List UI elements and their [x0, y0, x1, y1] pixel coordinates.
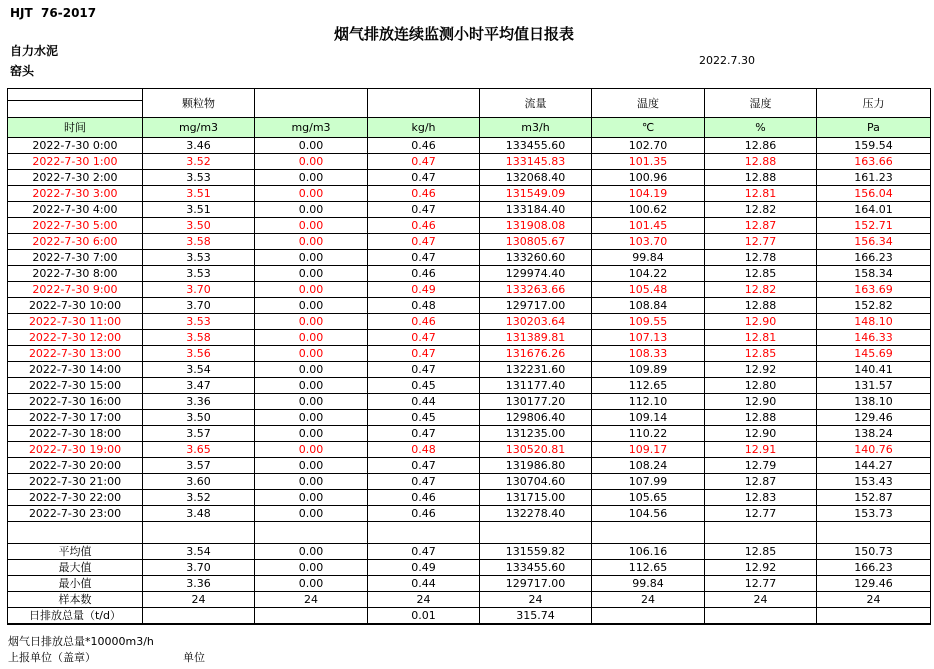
cell-value: 140.76 [817, 442, 931, 458]
hourly-row [8, 474, 931, 490]
cell-value: 0.44 [368, 394, 480, 410]
cell-value: 108.24 [592, 458, 705, 474]
cell-value: 144.27 [817, 458, 931, 474]
cell-value: 0.48 [368, 298, 480, 314]
cell-value: 0.46 [368, 266, 480, 282]
hourly-row [8, 170, 931, 186]
row-time: 2022-7-30 11:00 [8, 314, 143, 330]
cell-value: 0.46 [368, 490, 480, 506]
row-time: 2022-7-30 12:00 [8, 330, 143, 346]
cell-value: 0.00 [255, 506, 368, 522]
cell-value: 0.00 [255, 362, 368, 378]
cell-value: 12.88 [705, 170, 817, 186]
cell-value: 133260.60 [480, 250, 592, 266]
cell-value: 129806.40 [480, 410, 592, 426]
column-group-humidity: 湿度 [705, 89, 817, 118]
row-time: 2022-7-30 23:00 [8, 506, 143, 522]
cell-value: 132231.60 [480, 362, 592, 378]
cell-value: 3.57 [143, 426, 255, 442]
cell-value: 99.84 [592, 250, 705, 266]
hourly-row [8, 218, 931, 234]
summary-row [8, 576, 931, 592]
cell-value: 108.84 [592, 298, 705, 314]
cell-value: 0.00 [255, 298, 368, 314]
cell-value: 3.70 [143, 298, 255, 314]
cell-value: 24 [705, 592, 817, 608]
cell-value: 3.65 [143, 442, 255, 458]
cell-value: 0.47 [368, 544, 480, 560]
unit-m3h: m3/h [480, 118, 592, 138]
hourly-row [8, 314, 931, 330]
cell-value: 0.00 [255, 576, 368, 592]
summary-row [8, 560, 931, 576]
cell-value: 12.81 [705, 186, 817, 202]
cell-value [255, 608, 368, 625]
hourly-row [8, 378, 931, 394]
cell-value: 156.04 [817, 186, 931, 202]
cell-value: 0.47 [368, 458, 480, 474]
cell-value: 3.53 [143, 314, 255, 330]
cell-value: 12.90 [705, 314, 817, 330]
cell-value: 164.01 [817, 202, 931, 218]
cell-value: 0.00 [255, 186, 368, 202]
cell-value: 0.46 [368, 314, 480, 330]
cell-value: 153.73 [817, 506, 931, 522]
cell-value: 0.45 [368, 410, 480, 426]
cell-value [592, 608, 705, 625]
cell-value: 146.33 [817, 330, 931, 346]
cell-value: 12.81 [705, 330, 817, 346]
row-time: 2022-7-30 16:00 [8, 394, 143, 410]
cell-value: 131389.81 [480, 330, 592, 346]
total-emission-footnote: 烟气日排放总量*10000m3/h [8, 635, 154, 648]
cell-value: 24 [368, 592, 480, 608]
hourly-row [8, 362, 931, 378]
cell-value: 0.44 [368, 576, 480, 592]
cell-value: 3.60 [143, 474, 255, 490]
cell-value: 130177.20 [480, 394, 592, 410]
cell-value: 0.00 [255, 282, 368, 298]
column-group-2 [255, 89, 368, 118]
hourly-row [8, 298, 931, 314]
row-time: 2022-7-30 17:00 [8, 410, 143, 426]
cell-value: 131177.40 [480, 378, 592, 394]
cell-value: 24 [255, 592, 368, 608]
cell-value: 131908.08 [480, 218, 592, 234]
row-time: 2022-7-30 5:00 [8, 218, 143, 234]
cell-value: 0.47 [368, 154, 480, 170]
cell-value: 3.54 [143, 362, 255, 378]
cell-value: 0.00 [255, 266, 368, 282]
cell-value: 103.70 [592, 234, 705, 250]
cell-value: 131559.82 [480, 544, 592, 560]
cell-value: 12.85 [705, 346, 817, 362]
column-group-temperature: 温度 [592, 89, 705, 118]
cell-value: 0.47 [368, 234, 480, 250]
cell-value: 109.17 [592, 442, 705, 458]
column-group-flow: 流量 [480, 89, 592, 118]
row-time: 2022-7-30 22:00 [8, 490, 143, 506]
hourly-row [8, 346, 931, 362]
cell-value: 0.00 [255, 394, 368, 410]
cell-value: 152.82 [817, 298, 931, 314]
cell-value: 166.23 [817, 560, 931, 576]
cell-value: 3.36 [143, 394, 255, 410]
cell-value: 12.79 [705, 458, 817, 474]
cell-value: 0.47 [368, 474, 480, 490]
cell-value: 107.13 [592, 330, 705, 346]
cell-value: 3.70 [143, 560, 255, 576]
hourly-row [8, 250, 931, 266]
cell-value: 130704.60 [480, 474, 592, 490]
cell-value: 150.73 [817, 544, 931, 560]
cell-value: 12.92 [705, 362, 817, 378]
hourly-row [8, 490, 931, 506]
cell-value: 3.52 [143, 490, 255, 506]
cell-value: 3.58 [143, 330, 255, 346]
cell-value: 12.92 [705, 560, 817, 576]
cell-value: 3.58 [143, 234, 255, 250]
cell-value: 0.00 [255, 138, 368, 154]
row-time: 2022-7-30 18:00 [8, 426, 143, 442]
cell-value: 12.90 [705, 394, 817, 410]
cell-value: 105.48 [592, 282, 705, 298]
cell-value: 109.14 [592, 410, 705, 426]
row-time: 2022-7-30 9:00 [8, 282, 143, 298]
company-name: 自力水泥 [10, 44, 59, 58]
row-time: 2022-7-30 14:00 [8, 362, 143, 378]
summary-label: 日排放总量（t/d） [8, 608, 143, 625]
cell-value: 148.10 [817, 314, 931, 330]
cell-value: 24 [143, 592, 255, 608]
cell-value: 100.62 [592, 202, 705, 218]
cell-value: 156.34 [817, 234, 931, 250]
cell-value: 0.00 [255, 250, 368, 266]
cell-value: 131549.09 [480, 186, 592, 202]
cell-value: 104.22 [592, 266, 705, 282]
cell-value: 138.24 [817, 426, 931, 442]
cell-value: 3.36 [143, 576, 255, 592]
cell-value: 12.77 [705, 576, 817, 592]
cell-value: 0.00 [255, 474, 368, 490]
cell-value: 0.01 [368, 608, 480, 625]
cell-value: 153.43 [817, 474, 931, 490]
cell-value: 0.47 [368, 346, 480, 362]
hourly-row [8, 506, 931, 522]
time-column-header: 时间 [8, 118, 143, 138]
cell-value: 105.65 [592, 490, 705, 506]
row-time: 2022-7-30 8:00 [8, 266, 143, 282]
summary-label: 平均值 [8, 544, 143, 560]
hourly-row [8, 282, 931, 298]
cell-value: 0.46 [368, 138, 480, 154]
summary-row [8, 592, 931, 608]
row-time: 2022-7-30 6:00 [8, 234, 143, 250]
cell-value: 112.65 [592, 378, 705, 394]
cell-value: 161.23 [817, 170, 931, 186]
cell-value: 3.53 [143, 266, 255, 282]
unit-celsius: ℃ [592, 118, 705, 138]
cell-value: 0.00 [255, 330, 368, 346]
cell-value: 12.85 [705, 544, 817, 560]
cell-value [143, 608, 255, 625]
row-time: 2022-7-30 19:00 [8, 442, 143, 458]
hourly-row [8, 426, 931, 442]
group-header-row [8, 89, 931, 101]
unit-percent: % [705, 118, 817, 138]
column-group-3 [368, 89, 480, 118]
row-time: 2022-7-30 10:00 [8, 298, 143, 314]
cell-value: 3.47 [143, 378, 255, 394]
row-time: 2022-7-30 15:00 [8, 378, 143, 394]
cell-value: 0.46 [368, 218, 480, 234]
unit-mgm3-1: mg/m3 [143, 118, 255, 138]
cell-value: 3.56 [143, 346, 255, 362]
cell-value: 109.55 [592, 314, 705, 330]
cell-value: 107.99 [592, 474, 705, 490]
cell-value: 0.00 [255, 154, 368, 170]
cell-value: 0.00 [255, 458, 368, 474]
cell-value: 12.87 [705, 474, 817, 490]
monitor-point-name: 窑头 [10, 64, 35, 78]
cell-value: 131235.00 [480, 426, 592, 442]
hourly-row [8, 202, 931, 218]
cell-value: 129717.00 [480, 298, 592, 314]
cell-value: 0.49 [368, 560, 480, 576]
cell-value: 101.35 [592, 154, 705, 170]
cell-value: 3.53 [143, 250, 255, 266]
cell-value: 3.50 [143, 218, 255, 234]
cell-value: 0.49 [368, 282, 480, 298]
cell-value: 0.47 [368, 170, 480, 186]
cell-value: 0.00 [255, 314, 368, 330]
spacer-row [8, 522, 931, 544]
row-time: 2022-7-30 7:00 [8, 250, 143, 266]
hourly-row [8, 186, 931, 202]
cell-value: 12.82 [705, 282, 817, 298]
cell-value: 3.57 [143, 458, 255, 474]
table-body [8, 89, 931, 625]
cell-value: 12.78 [705, 250, 817, 266]
hourly-row [8, 234, 931, 250]
cell-value: 3.54 [143, 544, 255, 560]
cell-value: 12.86 [705, 138, 817, 154]
cell-value: 106.16 [592, 544, 705, 560]
cell-value: 108.33 [592, 346, 705, 362]
cell-value: 112.10 [592, 394, 705, 410]
units-row [8, 118, 931, 138]
cell-value: 0.48 [368, 442, 480, 458]
cell-value: 133455.60 [480, 138, 592, 154]
reporting-unit-label: 上报单位（盖章） [8, 651, 96, 664]
row-time: 2022-7-30 1:00 [8, 154, 143, 170]
cell-value: 132068.40 [480, 170, 592, 186]
cell-value: 101.45 [592, 218, 705, 234]
summary-row [8, 608, 931, 625]
cell-value: 159.54 [817, 138, 931, 154]
unit-mgm3-2: mg/m3 [255, 118, 368, 138]
cell-value: 133263.66 [480, 282, 592, 298]
cell-value: 133455.60 [480, 560, 592, 576]
cell-value: 315.74 [480, 608, 592, 625]
cell-value: 0.47 [368, 330, 480, 346]
cell-value: 152.71 [817, 218, 931, 234]
cell-value: 0.00 [255, 170, 368, 186]
cell-value: 12.87 [705, 218, 817, 234]
cell-value: 24 [817, 592, 931, 608]
cell-value: 158.34 [817, 266, 931, 282]
cell-value: 12.90 [705, 426, 817, 442]
cell-value: 0.00 [255, 560, 368, 576]
cell-value: 129974.40 [480, 266, 592, 282]
cell-value: 138.10 [817, 394, 931, 410]
cell-value [705, 608, 817, 625]
hourly-row [8, 394, 931, 410]
standard-code: HJT 76-2017 [10, 6, 97, 20]
cell-value: 12.91 [705, 442, 817, 458]
cell-value: 0.00 [255, 378, 368, 394]
cell-value: 0.00 [255, 234, 368, 250]
cell-value: 131.57 [817, 378, 931, 394]
cell-value: 0.47 [368, 362, 480, 378]
cell-value: 0.47 [368, 250, 480, 266]
cell-value: 0.00 [255, 410, 368, 426]
cell-value: 0.47 [368, 426, 480, 442]
unit-pa: Pa [817, 118, 931, 138]
row-time: 2022-7-30 21:00 [8, 474, 143, 490]
cell-value: 166.23 [817, 250, 931, 266]
cell-value: 3.53 [143, 170, 255, 186]
time-header-bottom-cell [8, 101, 143, 118]
column-group-pressure: 压力 [817, 89, 931, 118]
cell-value: 0.45 [368, 378, 480, 394]
cell-value: 104.56 [592, 506, 705, 522]
cell-value [817, 608, 931, 625]
row-time: 2022-7-30 0:00 [8, 138, 143, 154]
cell-value: 0.00 [255, 544, 368, 560]
hourly-row [8, 458, 931, 474]
row-time: 2022-7-30 3:00 [8, 186, 143, 202]
hourly-row [8, 266, 931, 282]
cell-value: 99.84 [592, 576, 705, 592]
cell-value: 112.65 [592, 560, 705, 576]
hourly-row [8, 154, 931, 170]
cell-value: 12.82 [705, 202, 817, 218]
cell-value: 3.70 [143, 282, 255, 298]
row-time: 2022-7-30 13:00 [8, 346, 143, 362]
emission-data-table [7, 88, 931, 625]
cell-value: 102.70 [592, 138, 705, 154]
cell-value: 0.46 [368, 506, 480, 522]
cell-value: 129717.00 [480, 576, 592, 592]
column-group-particulate: 颗粒物 [143, 89, 255, 118]
report-date: 2022.7.30 [699, 54, 755, 67]
unit-kgh: kg/h [368, 118, 480, 138]
time-header-top-cell [8, 89, 143, 101]
summary-label: 最小值 [8, 576, 143, 592]
row-time: 2022-7-30 4:00 [8, 202, 143, 218]
cell-value: 131986.80 [480, 458, 592, 474]
cell-value: 163.66 [817, 154, 931, 170]
cell-value: 145.69 [817, 346, 931, 362]
cell-value: 130203.64 [480, 314, 592, 330]
cell-value: 12.88 [705, 410, 817, 426]
cell-value: 152.87 [817, 490, 931, 506]
cell-value: 24 [592, 592, 705, 608]
cell-value: 12.88 [705, 298, 817, 314]
summary-row [8, 544, 931, 560]
cell-value: 133145.83 [480, 154, 592, 170]
cell-value: 0.00 [255, 426, 368, 442]
row-time: 2022-7-30 2:00 [8, 170, 143, 186]
cell-value: 0.00 [255, 202, 368, 218]
cell-value: 0.00 [255, 490, 368, 506]
cell-value: 130805.67 [480, 234, 592, 250]
cell-value: 12.77 [705, 234, 817, 250]
cell-value: 12.83 [705, 490, 817, 506]
cell-value: 131676.26 [480, 346, 592, 362]
cell-value: 3.46 [143, 138, 255, 154]
cell-value: 129.46 [817, 576, 931, 592]
cell-value: 12.80 [705, 378, 817, 394]
unit-label: 单位 [183, 651, 205, 664]
row-time: 2022-7-30 20:00 [8, 458, 143, 474]
cell-value: 0.47 [368, 202, 480, 218]
cell-value: 100.96 [592, 170, 705, 186]
cell-value: 133184.40 [480, 202, 592, 218]
cell-value: 0.46 [368, 186, 480, 202]
cell-value: 130520.81 [480, 442, 592, 458]
cell-value: 110.22 [592, 426, 705, 442]
summary-label: 最大值 [8, 560, 143, 576]
cell-value: 3.52 [143, 154, 255, 170]
cell-value: 132278.40 [480, 506, 592, 522]
cell-value: 109.89 [592, 362, 705, 378]
cell-value: 24 [480, 592, 592, 608]
cell-value: 0.00 [255, 218, 368, 234]
cell-value: 3.48 [143, 506, 255, 522]
cell-value: 129.46 [817, 410, 931, 426]
hourly-row [8, 442, 931, 458]
cell-value: 3.51 [143, 186, 255, 202]
cell-value: 12.88 [705, 154, 817, 170]
page-title: 烟气排放连续监测小时平均值日报表 [333, 25, 574, 43]
hourly-row [8, 330, 931, 346]
cell-value: 3.50 [143, 410, 255, 426]
cell-value: 0.00 [255, 442, 368, 458]
cell-value: 12.85 [705, 266, 817, 282]
summary-label: 样本数 [8, 592, 143, 608]
cell-value: 140.41 [817, 362, 931, 378]
cell-value: 12.77 [705, 506, 817, 522]
cell-value: 104.19 [592, 186, 705, 202]
hourly-row [8, 410, 931, 426]
hourly-row [8, 138, 931, 154]
cell-value: 0.00 [255, 346, 368, 362]
cell-value: 3.51 [143, 202, 255, 218]
cell-value: 131715.00 [480, 490, 592, 506]
cell-value: 163.69 [817, 282, 931, 298]
